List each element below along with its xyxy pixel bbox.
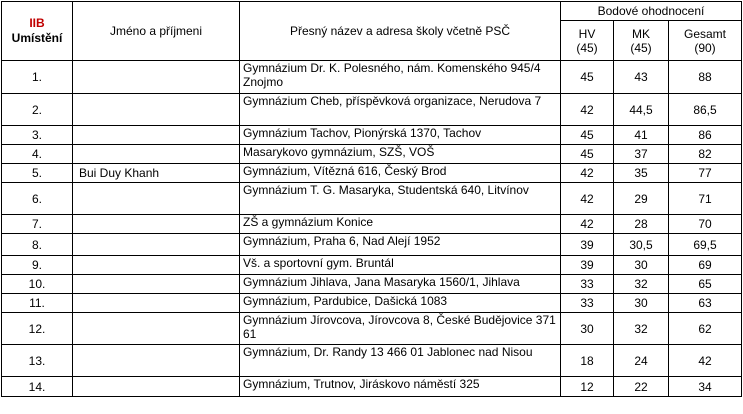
table-row [2, 234, 742, 256]
total-cell: 77 [669, 164, 742, 183]
table-row [2, 294, 742, 313]
mk-cell: 30,5 [614, 234, 669, 256]
name-cell [73, 345, 240, 377]
school-cell: Masarykovo gymnázium, SZŠ, VOŠ [240, 145, 561, 164]
rank-cell: 14. [2, 377, 73, 397]
hv-label: HV [578, 26, 596, 41]
rank-cell: 1. [2, 61, 73, 94]
total-label: Gesamt [683, 26, 726, 41]
mk-cell: 30 [614, 256, 669, 275]
hv-cell: 45 [561, 126, 614, 145]
hv-cell: 18 [561, 345, 614, 377]
name-cell [73, 313, 240, 345]
hv-cell: 12 [561, 377, 614, 397]
school-cell: Gymnázium, Pardubice, Dašická 1083 [240, 294, 561, 313]
rank-label: Umístění [11, 31, 63, 45]
total-cell: 69,5 [669, 234, 742, 256]
mk-max: (45) [630, 40, 652, 55]
total-cell: 65 [669, 275, 742, 294]
school-cell: Gymnázium, Dr. Randy 13 466 01 Jablonec nad Nisou [240, 345, 561, 377]
school-cell: Gymnázium Jírovcova, Jírovcova 8, České Budějovice 371 61 [240, 313, 561, 345]
school-cell: Gymnázium, Trutnov, Jiráskovo náměstí 325 [240, 377, 561, 397]
total-cell: 63 [669, 294, 742, 313]
hv-cell: 45 [561, 145, 614, 164]
rank-cell: 7. [2, 215, 73, 234]
mk-cell: 35 [614, 164, 669, 183]
name-cell [73, 61, 240, 94]
results-table [1, 1, 742, 397]
total-header [669, 21, 742, 61]
total-cell: 69 [669, 256, 742, 275]
table-row [2, 145, 742, 164]
table-row [2, 126, 742, 145]
school-header: Přesný název a adresa školy včetně PSČ [240, 2, 561, 61]
school-cell: ZŠ a gymnázium Konice [240, 215, 561, 234]
name-cell [73, 215, 240, 234]
rank-cell: 8. [2, 234, 73, 256]
rank-cell: 6. [2, 183, 73, 215]
mk-cell: 44,5 [614, 94, 669, 126]
name-cell [73, 275, 240, 294]
table-row [2, 164, 742, 183]
total-cell: 70 [669, 215, 742, 234]
table-row [2, 183, 742, 215]
name-cell [73, 183, 240, 215]
total-cell: 62 [669, 313, 742, 345]
total-max: (90) [694, 40, 716, 55]
name-cell [73, 256, 240, 275]
mk-cell: 30 [614, 294, 669, 313]
name-cell [73, 294, 240, 313]
rank-cell: 4. [2, 145, 73, 164]
mk-cell: 43 [614, 61, 669, 94]
mk-cell: 29 [614, 183, 669, 215]
hv-cell: 42 [561, 215, 614, 234]
name-header: Jméno a příjmeni [73, 2, 240, 61]
table-row [2, 345, 742, 377]
mk-cell: 37 [614, 145, 669, 164]
rank-cell: 13. [2, 345, 73, 377]
table-row [2, 215, 742, 234]
rank-cell: 11. [2, 294, 73, 313]
name-cell [73, 234, 240, 256]
hv-cell: 42 [561, 183, 614, 215]
rank-cell: 5. [2, 164, 73, 183]
total-cell: 34 [669, 377, 742, 397]
name-cell: Bui Duy Khanh [73, 164, 240, 183]
mk-label: MK [632, 26, 650, 41]
mk-cell: 28 [614, 215, 669, 234]
name-cell [73, 94, 240, 126]
mk-cell: 22 [614, 377, 669, 397]
school-cell: Vš. a sportovní gym. Bruntál [240, 256, 561, 275]
table-row [2, 61, 742, 94]
mk-cell: 41 [614, 126, 669, 145]
name-cell [73, 126, 240, 145]
mk-cell: 24 [614, 345, 669, 377]
hv-cell: 42 [561, 94, 614, 126]
rank-header [2, 2, 73, 61]
table-row [2, 94, 742, 126]
total-cell: 42 [669, 345, 742, 377]
table-row [2, 377, 742, 397]
table-row [2, 313, 742, 345]
hv-header [561, 21, 614, 61]
school-cell: Gymnázium Dr. K. Polesného, nám. Komenského 945/4 Znojmo [240, 61, 561, 94]
school-cell: Gymnázium T. G. Masaryka, Studentská 640, Litvínov [240, 183, 561, 215]
hv-cell: 39 [561, 256, 614, 275]
rank-cell: 10. [2, 275, 73, 294]
school-cell: Gymnázium Jihlava, Jana Masaryka 1560/1, Jihlava [240, 275, 561, 294]
school-cell: Gymnázium, Vítězná 616, Český Brod [240, 164, 561, 183]
hv-cell: 45 [561, 61, 614, 94]
mk-header [614, 21, 669, 61]
hv-cell: 30 [561, 313, 614, 345]
mk-cell: 32 [614, 313, 669, 345]
school-cell: Gymnázium Cheb, příspěvková organizace, Nerudova 7 [240, 94, 561, 126]
mk-cell: 32 [614, 275, 669, 294]
hv-max: (45) [576, 40, 598, 55]
total-cell: 86,5 [669, 94, 742, 126]
name-cell [73, 377, 240, 397]
hv-cell: 39 [561, 234, 614, 256]
hv-cell: 33 [561, 294, 614, 313]
scores-header: Bodové ohodnocení [561, 2, 742, 21]
rank-cell: 12. [2, 313, 73, 345]
school-cell: Gymnázium, Praha 6, Nad Alejí 1952 [240, 234, 561, 256]
table-row [2, 256, 742, 275]
table-row [2, 275, 742, 294]
hv-cell: 42 [561, 164, 614, 183]
name-cell [73, 145, 240, 164]
total-cell: 71 [669, 183, 742, 215]
rank-cell: 3. [2, 126, 73, 145]
hv-cell: 33 [561, 275, 614, 294]
category-label: IIB [29, 16, 45, 30]
rank-cell: 2. [2, 94, 73, 126]
rank-cell: 9. [2, 256, 73, 275]
total-cell: 86 [669, 126, 742, 145]
school-cell: Gymnázium Tachov, Pionýrská 1370, Tachov [240, 126, 561, 145]
total-cell: 82 [669, 145, 742, 164]
total-cell: 88 [669, 61, 742, 94]
